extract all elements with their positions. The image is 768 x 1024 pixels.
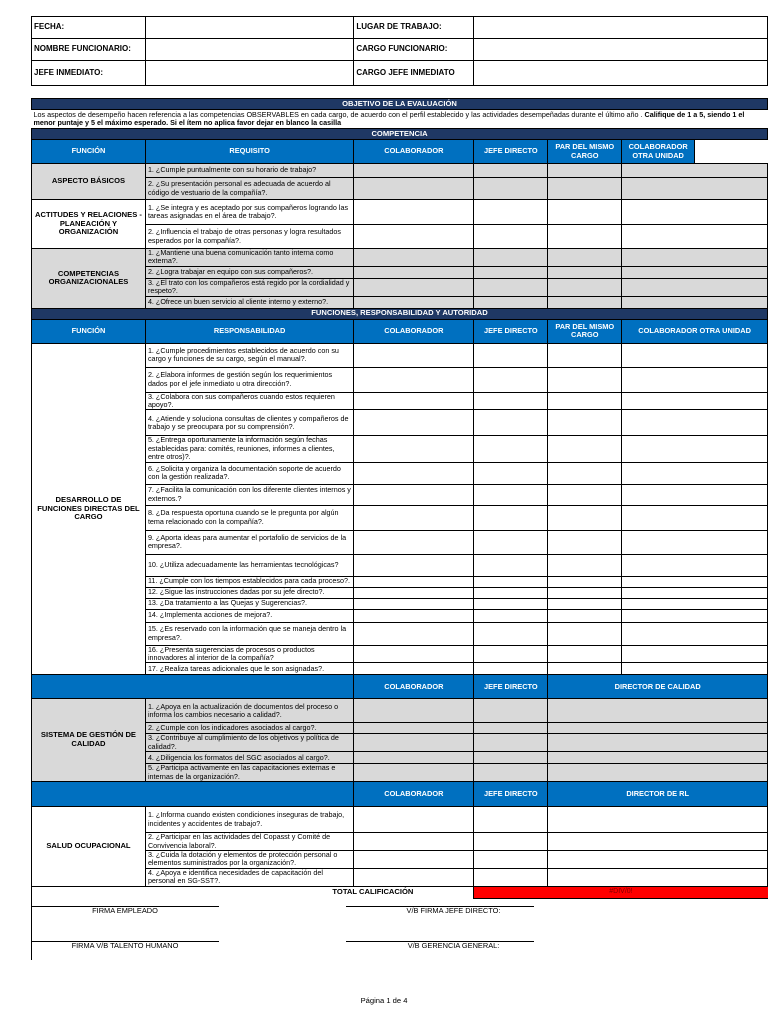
- list-item: 1. ¿Cumple puntualmente con su horario de trabajo?: [145, 164, 353, 178]
- list-item: 11. ¿Cumple con los tiempos establecidos para cada proceso?.: [145, 576, 353, 587]
- score-cell[interactable]: [354, 587, 474, 598]
- score-cell[interactable]: [474, 266, 548, 278]
- score-cell[interactable]: [474, 699, 548, 723]
- list-item: 17. ¿Realiza tareas adicionales que le son asignadas?.: [145, 663, 353, 675]
- list-item: 3. ¿Colabora con sus compañeros cuando estos requieren apoyo?.: [145, 392, 353, 410]
- score-cell[interactable]: [548, 850, 768, 868]
- firma-talento-label: FIRMA V/B TALENTO HUMANO: [71, 941, 179, 950]
- score-cell[interactable]: [622, 266, 768, 278]
- col-par: PAR DEL MISMO CARGO: [548, 140, 622, 164]
- col-responsabilidad: RESPONSABILIDAD: [145, 319, 353, 343]
- score-cell[interactable]: [622, 462, 768, 484]
- salud-header-band: [32, 782, 354, 807]
- score-cell[interactable]: [354, 622, 474, 645]
- score-cell[interactable]: [354, 764, 474, 782]
- score-cell[interactable]: [354, 462, 474, 484]
- list-item: 4. ¿Atiende y soluciona consultas de clientes y compañeros de trabajo y se preocupara por su comprensión?.: [145, 410, 353, 436]
- score-cell[interactable]: [548, 266, 622, 278]
- score-cell[interactable]: [354, 484, 474, 505]
- score-cell[interactable]: [622, 554, 768, 576]
- score-cell[interactable]: [474, 734, 548, 752]
- col-jefe-directo-3: JEFE DIRECTO: [474, 675, 548, 699]
- score-cell[interactable]: [354, 645, 474, 663]
- aspecto-label: ASPECTO BÁSICOS: [32, 164, 146, 200]
- score-cell[interactable]: [622, 343, 768, 367]
- col-colaborador-2: COLABORADOR: [354, 319, 474, 343]
- score-cell[interactable]: [548, 343, 622, 367]
- col-director-rl: DIRECTOR DE RL: [548, 782, 768, 807]
- score-cell[interactable]: [354, 249, 474, 267]
- list-item: 1. ¿Cumple procedimientos establecidos de acuerdo con su cargo y funciones de su cargo, según el manual?.: [145, 343, 353, 367]
- score-cell[interactable]: [622, 598, 768, 609]
- calidad-label: SISTEMA DE GESTIÓN DE CALIDAD: [32, 699, 146, 782]
- col-par-2: PAR DEL MISMO CARGO: [548, 319, 622, 343]
- score-cell[interactable]: [354, 663, 474, 675]
- score-cell[interactable]: [548, 587, 622, 598]
- score-cell[interactable]: [548, 609, 622, 622]
- score-cell[interactable]: [622, 436, 768, 462]
- score-cell[interactable]: [474, 296, 548, 308]
- intro-text: Los aspectos de desempeño hacen referencia a las competencias OBSERVABLES en cada cargo, de acuerdo con el perfil establecido y las actividades desempeñadas durante el último año . Califique de 1 a 5, siendo 1 el menor puntaje y 5 el máximo esperado. Si el ítem no aplica favor dejar en blanco la casilla: [33, 110, 745, 127]
- score-cell[interactable]: [548, 699, 768, 723]
- score-cell[interactable]: [354, 530, 474, 554]
- score-cell[interactable]: [548, 505, 622, 530]
- score-cell[interactable]: [354, 609, 474, 622]
- score-cell[interactable]: [622, 576, 768, 587]
- score-cell[interactable]: [548, 723, 768, 734]
- score-cell[interactable]: [548, 178, 622, 200]
- form-table: [31, 16, 768, 899]
- list-item: 6. ¿Solicita y organiza la documentación soporte de acuerdo con la gestión realizada?.: [145, 462, 353, 484]
- score-cell[interactable]: [622, 164, 768, 178]
- col-jefe-directo-2: JEFE DIRECTO: [474, 319, 548, 343]
- jefe-label: JEFE INMEDIATO:: [32, 61, 146, 86]
- list-item: 2. ¿Elabora informes de gestión según los requerimientos dados por el jefe inmediato u otra dirección?.: [145, 367, 353, 392]
- score-cell[interactable]: [474, 807, 548, 833]
- salud-rows: [32, 807, 768, 886]
- score-cell[interactable]: [622, 484, 768, 505]
- score-cell[interactable]: [548, 410, 622, 436]
- score-cell[interactable]: [354, 868, 474, 886]
- score-cell[interactable]: [354, 164, 474, 178]
- score-cell[interactable]: [354, 367, 474, 392]
- score-cell[interactable]: [548, 752, 768, 764]
- score-cell[interactable]: [354, 200, 474, 225]
- score-cell[interactable]: [548, 598, 622, 609]
- score-cell[interactable]: [354, 178, 474, 200]
- list-item: 1. ¿Apoya en la actualización de documentos del proceso o informa los cambios necesario a calidad?.: [145, 699, 353, 723]
- list-item: 2. ¿Cumple con los indicadores asociados al cargo?.: [145, 723, 353, 734]
- cargo-jefe-label: CARGO JEFE INMEDIATO: [354, 61, 474, 86]
- col-colab-otra-2: COLABORADOR OTRA UNIDAD: [622, 319, 768, 343]
- score-cell[interactable]: [474, 392, 548, 410]
- score-cell[interactable]: [622, 505, 768, 530]
- firma-empleado-label: FIRMA EMPLEADO: [92, 906, 158, 915]
- list-item: 2. ¿Logra trabajar en equipo con sus compañeros?.: [145, 266, 353, 278]
- list-item: 7. ¿Facilita la comunicación con los diferente clientes internos y externos.?: [145, 484, 353, 505]
- org-label: COMPETENCIAS ORGANIZACIONALES: [32, 249, 146, 309]
- score-cell[interactable]: [354, 576, 474, 587]
- score-cell[interactable]: [548, 576, 622, 587]
- score-cell[interactable]: [474, 410, 548, 436]
- list-item: 16. ¿Presenta sugerencias de procesos o productos innovadores al interior de la compañía?: [145, 645, 353, 663]
- firma-gerencia-label: V/B GERENCIA GENERAL:: [407, 941, 500, 950]
- score-cell[interactable]: [474, 554, 548, 576]
- score-cell[interactable]: [474, 343, 548, 367]
- score-cell[interactable]: [354, 850, 474, 868]
- list-item: 3. ¿El trato con los compañeros está regido por la cordialidad y respeto?.: [145, 278, 353, 296]
- score-cell[interactable]: [548, 645, 622, 663]
- cargo-label: CARGO FUNCIONARIO:: [354, 39, 474, 61]
- score-cell[interactable]: [622, 392, 768, 410]
- score-cell[interactable]: [354, 505, 474, 530]
- list-item: 1. ¿Se integra y es aceptado por sus compañeros logrando las tareas asignadas en el área de trabajo?.: [145, 200, 353, 225]
- score-cell[interactable]: [548, 367, 622, 392]
- col-colaborador: COLABORADOR: [354, 140, 474, 164]
- list-item: 12. ¿Sigue las instrucciones dadas por su jefe directo?.: [145, 587, 353, 598]
- score-cell[interactable]: [474, 833, 548, 851]
- list-item: 5. ¿Participa activamente en las capacitaciones externas e internas de la organización?.: [145, 764, 353, 782]
- list-item: 8. ¿Da respuesta oportuna cuando se le pregunta por algún tema relacionado con la compañía?.: [145, 505, 353, 530]
- col-colab-otra: COLABORADOR OTRA UNIDAD: [622, 140, 695, 164]
- score-cell[interactable]: [548, 225, 622, 249]
- col-jefe-directo: JEFE DIRECTO: [474, 140, 548, 164]
- score-cell[interactable]: [622, 663, 768, 675]
- jefe-field[interactable]: [145, 61, 353, 86]
- firma-jefe-label: V/B FIRMA JEFE DIRECTO:: [406, 906, 501, 915]
- funciones-title: FUNCIONES, RESPONSABILIDAD Y AUTORIDAD: [32, 308, 768, 319]
- score-cell[interactable]: [622, 249, 768, 267]
- score-cell[interactable]: [622, 530, 768, 554]
- score-cell[interactable]: [354, 410, 474, 436]
- list-item: 3. ¿Cuida la dotación y elementos de protección personal o elementos suministrados por la organización?.: [145, 850, 353, 868]
- score-cell[interactable]: [622, 278, 768, 296]
- score-cell[interactable]: [474, 868, 548, 886]
- score-cell[interactable]: [354, 833, 474, 851]
- score-cell[interactable]: [622, 200, 768, 225]
- score-cell[interactable]: [548, 807, 768, 833]
- list-item: 1. ¿Mantiene una buena comunicación tanto interna como externa?.: [145, 249, 353, 267]
- score-cell[interactable]: [548, 278, 622, 296]
- lugar-label: LUGAR DE TRABAJO:: [354, 17, 474, 39]
- objetivo-title: OBJETIVO DE LA EVALUACIÓN: [32, 99, 768, 110]
- score-cell[interactable]: [474, 850, 548, 868]
- score-cell[interactable]: [548, 554, 622, 576]
- total-value: #DIV/0!: [474, 886, 768, 898]
- col-funcion: FUNCIÓN: [32, 140, 146, 164]
- score-cell[interactable]: [474, 609, 548, 622]
- score-cell[interactable]: [354, 392, 474, 410]
- score-cell[interactable]: [474, 436, 548, 462]
- list-item: 4. ¿Diligencia los formatos del SGC asociados al cargo?.: [145, 752, 353, 764]
- score-cell[interactable]: [622, 178, 768, 200]
- score-cell[interactable]: [474, 663, 548, 675]
- score-cell[interactable]: [354, 734, 474, 752]
- col-jefe-directo-4: JEFE DIRECTO: [474, 782, 548, 807]
- desarrollo-rows: [32, 343, 768, 675]
- col-requisito: REQUISITO: [145, 140, 353, 164]
- list-item: 10. ¿Utiliza adecuadamente las herramientas tecnológicas?: [145, 554, 353, 576]
- score-cell[interactable]: [474, 723, 548, 734]
- score-cell[interactable]: [354, 752, 474, 764]
- fecha-label: FECHA:: [32, 17, 146, 39]
- salud-label: SALUD OCUPACIONAL: [32, 807, 146, 886]
- score-cell[interactable]: [474, 164, 548, 178]
- score-cell[interactable]: [474, 225, 548, 249]
- list-item: 2. ¿Su presentación personal es adecuada de acuerdo al código de vestuario de la compañía?.: [145, 178, 353, 200]
- list-item: 4. ¿Ofrece un buen servicio al cliente interno y externo?.: [145, 296, 353, 308]
- list-item: 5. ¿Entrega oportunamente la información según fechas establecidas para: comités, reuniones, informes a clientes, entre otros)?.: [145, 436, 353, 462]
- score-cell[interactable]: [354, 807, 474, 833]
- score-cell[interactable]: [474, 178, 548, 200]
- score-cell[interactable]: [474, 505, 548, 530]
- score-cell[interactable]: [474, 462, 548, 484]
- score-cell[interactable]: [548, 462, 622, 484]
- score-cell[interactable]: [548, 200, 622, 225]
- score-cell[interactable]: [548, 484, 622, 505]
- score-cell[interactable]: [474, 530, 548, 554]
- score-cell[interactable]: [622, 410, 768, 436]
- fecha-field[interactable]: [145, 17, 353, 39]
- score-cell[interactable]: [474, 752, 548, 764]
- score-cell[interactable]: [354, 436, 474, 462]
- score-cell[interactable]: [622, 645, 768, 663]
- score-cell[interactable]: [548, 249, 622, 267]
- score-cell[interactable]: [548, 764, 768, 782]
- score-cell[interactable]: [622, 609, 768, 622]
- score-cell[interactable]: [474, 598, 548, 609]
- score-cell[interactable]: [622, 367, 768, 392]
- lugar-field[interactable]: [474, 17, 768, 39]
- score-cell[interactable]: [548, 622, 622, 645]
- score-cell[interactable]: [354, 699, 474, 723]
- score-cell[interactable]: [354, 225, 474, 249]
- calidad-header-band: [32, 675, 354, 699]
- score-cell[interactable]: [548, 392, 622, 410]
- cargo-jefe-field[interactable]: [474, 61, 768, 86]
- actitudes-label: ACTITUDES Y RELACIONES - PLANEACIÓN Y ORGANIZACIÓN: [32, 200, 146, 249]
- list-item: 1. ¿Informa cuando existen condiciones inseguras de trabajo, incidentes y accidentes de trabajo?.: [145, 807, 353, 833]
- score-cell[interactable]: [548, 164, 622, 178]
- score-cell[interactable]: [548, 663, 622, 675]
- score-cell[interactable]: [474, 764, 548, 782]
- list-item: 14. ¿Implementa acciones de mejora?.: [145, 609, 353, 622]
- score-cell[interactable]: [354, 278, 474, 296]
- list-item: 3. ¿Contribuye al cumplimiento de los objetivos y política de calidad?.: [145, 734, 353, 752]
- list-item: 4. ¿Apoya e identifica necesidades de capacitación del personal en SG-SST?.: [145, 868, 353, 886]
- score-cell[interactable]: [474, 622, 548, 645]
- cargo-field[interactable]: [474, 39, 768, 61]
- score-cell[interactable]: [548, 833, 768, 851]
- score-cell[interactable]: [622, 296, 768, 308]
- competencia-title: COMPETENCIA: [32, 129, 768, 140]
- score-cell[interactable]: [474, 278, 548, 296]
- calidad-rows: [32, 699, 768, 782]
- desarrollo-label: DESARROLLO DE FUNCIONES DIRECTAS DEL CARGO: [32, 343, 146, 675]
- score-cell[interactable]: [622, 225, 768, 249]
- score-cell[interactable]: [474, 200, 548, 225]
- score-cell[interactable]: [474, 249, 548, 267]
- evaluation-form: [31, 16, 768, 899]
- list-item: 2. ¿Influencia el trabajo de otras personas y logra resultados esperados por la compañía?.: [145, 225, 353, 249]
- score-cell[interactable]: [548, 530, 622, 554]
- list-item: 15. ¿Es reservado con la información que se maneja dentro la empresa?.: [145, 622, 353, 645]
- score-cell[interactable]: [354, 343, 474, 367]
- score-cell[interactable]: [354, 296, 474, 308]
- score-cell[interactable]: [548, 296, 622, 308]
- score-cell[interactable]: [548, 868, 768, 886]
- total-label: TOTAL CALIFICACIÓN: [332, 887, 414, 897]
- nombre-field[interactable]: [145, 39, 353, 61]
- col-director-calidad: DIRECTOR DE CALIDAD: [548, 675, 768, 699]
- score-cell[interactable]: [622, 622, 768, 645]
- col-funcion-2: FUNCIÓN: [32, 319, 146, 343]
- score-cell[interactable]: [548, 436, 622, 462]
- score-cell[interactable]: [474, 645, 548, 663]
- score-cell[interactable]: [548, 734, 768, 752]
- page-footer: Página 1 de 4: [360, 996, 408, 1005]
- score-cell[interactable]: [474, 367, 548, 392]
- score-cell[interactable]: [474, 587, 548, 598]
- list-item: 13. ¿Da tratamiento a las Quejas y Sugerencias?.: [145, 598, 353, 609]
- list-item: 2. ¿Participar en las actividades del Copasst y Comité de Convivencia laboral?.: [145, 833, 353, 851]
- nombre-label: NOMBRE FUNCIONARIO:: [32, 39, 146, 61]
- list-item: 9. ¿Aporta ideas para aumentar el portafolio de servicios de la empresa?.: [145, 530, 353, 554]
- score-cell[interactable]: [354, 598, 474, 609]
- col-colaborador-3: COLABORADOR: [354, 675, 474, 699]
- score-cell[interactable]: [474, 484, 548, 505]
- score-cell[interactable]: [474, 576, 548, 587]
- score-cell[interactable]: [354, 723, 474, 734]
- score-cell[interactable]: [354, 554, 474, 576]
- col-colaborador-4: COLABORADOR: [354, 782, 474, 807]
- score-cell[interactable]: [354, 266, 474, 278]
- score-cell[interactable]: [622, 587, 768, 598]
